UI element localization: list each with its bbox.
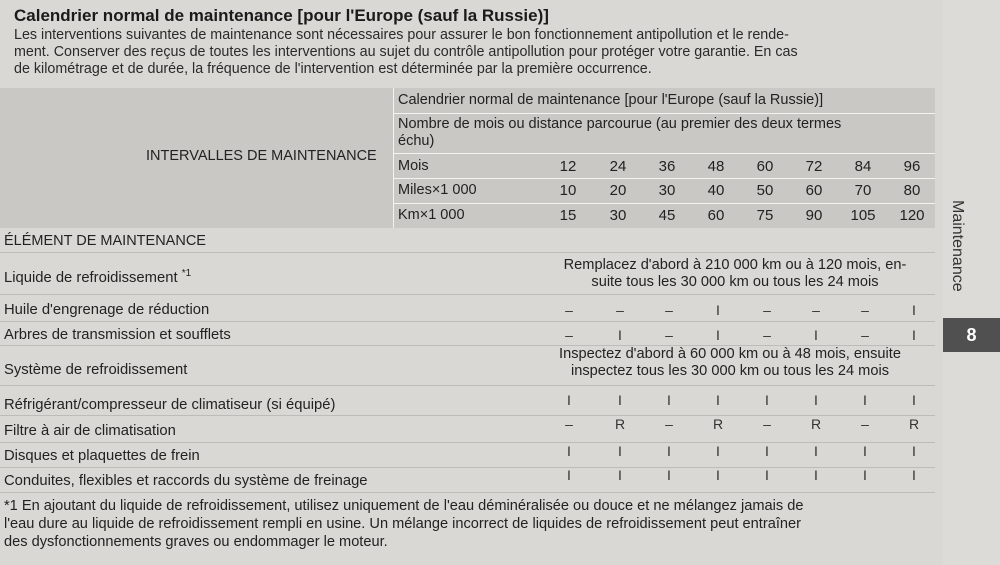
km-value: 90 bbox=[805, 207, 823, 224]
interval-mark: I bbox=[912, 302, 916, 318]
interval-mark: I bbox=[814, 443, 818, 459]
interval-mark: I bbox=[912, 327, 916, 343]
interval-mark: I bbox=[567, 392, 571, 408]
km-label: Km×1 000 bbox=[398, 207, 465, 223]
miles-value: 40 bbox=[707, 182, 725, 199]
interval-mark: – bbox=[565, 302, 573, 318]
miles-label: Miles×1 000 bbox=[398, 182, 477, 198]
interval-mark: – bbox=[665, 302, 673, 318]
chapter-number: 8 bbox=[943, 318, 1000, 352]
interval-mark: I bbox=[618, 467, 622, 483]
interval-mark: R bbox=[614, 416, 626, 432]
interval-mark: I bbox=[863, 467, 867, 483]
interval-mark: R bbox=[810, 416, 822, 432]
item-coolant: Liquide de refroidissement $^{*1}$ bbox=[4, 268, 192, 286]
item-drive-shafts: Arbres de transmission et soufflets bbox=[4, 327, 231, 343]
coolant-footnote: *1 En ajoutant du liquide de refroidissement, utilisez uniquement de l'eau déminéralisée ou douce et ne mélangez jamais de l'eau dure au liquide de refroidissement rempli en usine. Un mélange incorrect de liquides de refroidissement peut entraîner des dysfonctionnements graves ou endommager le moteur. bbox=[4, 498, 804, 550]
interval-mark: – bbox=[763, 302, 771, 318]
interval-mark: I bbox=[567, 467, 571, 483]
interval-desc: Nombre de mois ou distance parcourue (au premier des deux termes bbox=[398, 116, 842, 132]
interval-mark: I bbox=[814, 327, 818, 343]
interval-mark: – bbox=[861, 416, 869, 432]
interval-mark: I bbox=[716, 392, 720, 408]
page-title: Calendrier normal de maintenance [pour l'Europe (sauf la Russie)] bbox=[14, 6, 549, 25]
month-value: 84 bbox=[854, 158, 872, 175]
intro-paragraph: Les interventions suivantes de maintenance sont nécessaires pour assurer le bon fonctionnement antipollution et le rende- ment. Conserver des reçus de toutes les interventions au sujet du contrôle antipollution pour protéger votre garantie. En cas de kilométrage et de durée, la fréquence de l'intervention est déterminée par la première occurrence. bbox=[14, 27, 798, 77]
interval-mark: I bbox=[863, 392, 867, 408]
interval-mark: I bbox=[716, 302, 720, 318]
interval-mark: I bbox=[667, 443, 671, 459]
side-section-label: Maintenance bbox=[949, 200, 966, 292]
interval-mark: I bbox=[912, 467, 916, 483]
interval-mark: I bbox=[716, 327, 720, 343]
month-value: 36 bbox=[658, 158, 676, 175]
interval-mark: – bbox=[665, 416, 673, 432]
item-ac-refrigerant: Réfrigérant/compresseur de climatiseur (si équipé) bbox=[4, 397, 336, 413]
interval-mark: – bbox=[763, 327, 771, 343]
interval-mark: I bbox=[765, 443, 769, 459]
intervals-label: INTERVALLES DE MAINTENANCE bbox=[146, 148, 377, 164]
interval-mark: – bbox=[565, 416, 573, 432]
item-brake-lines: Conduites, flexibles et raccords du système de freinage bbox=[4, 473, 368, 489]
interval-mark: I bbox=[912, 443, 916, 459]
coolant-note: Remplacez d'abord à 210 000 km ou à 120 mois, en- suite tous les 30 000 km ou tous les 24 mois bbox=[563, 257, 907, 290]
interval-mark: R bbox=[908, 416, 920, 432]
item-reduction-gear-oil: Huile d'engrenage de réduction bbox=[4, 302, 210, 318]
interval-mark: – bbox=[616, 302, 624, 318]
interval-mark: I bbox=[912, 392, 916, 408]
item-ac-filter: Filtre à air de climatisation bbox=[4, 423, 176, 439]
miles-value: 80 bbox=[903, 182, 921, 199]
month-value: 48 bbox=[707, 158, 725, 175]
km-value: 15 bbox=[559, 207, 577, 224]
interval-mark: – bbox=[665, 327, 673, 343]
interval-mark: R bbox=[712, 416, 724, 432]
items-header: ÉLÉMENT DE MAINTENANCE bbox=[4, 233, 206, 249]
interval-mark: – bbox=[812, 302, 820, 318]
miles-value: 20 bbox=[609, 182, 627, 199]
month-value: 96 bbox=[903, 158, 921, 175]
interval-mark: I bbox=[618, 327, 622, 343]
miles-value: 30 bbox=[658, 182, 676, 199]
km-value: 30 bbox=[609, 207, 627, 224]
interval-mark: – bbox=[565, 327, 573, 343]
interval-mark: I bbox=[863, 443, 867, 459]
month-value: 60 bbox=[756, 158, 774, 175]
miles-value: 70 bbox=[854, 182, 872, 199]
km-value: 60 bbox=[707, 207, 725, 224]
km-value: 75 bbox=[756, 207, 774, 224]
interval-mark: I bbox=[716, 467, 720, 483]
cooling-system-note: Inspectez d'abord à 60 000 km ou à 48 mois, ensuite inspectez tous les 30 000 km ou tous les 24 mois bbox=[559, 346, 901, 379]
km-value: 45 bbox=[658, 207, 676, 224]
miles-value: 10 bbox=[559, 182, 577, 199]
item-brake-discs-pads: Disques et plaquettes de frein bbox=[4, 448, 200, 464]
intervals-header: Calendrier normal de maintenance [pour l'Europe (sauf la Russie)] Nombre de mois ou distance parcourue (au premier des deux termes échu) INTERVALLES DE MAINTENANCE Mois Miles×1 000 Km×1 000 12 24 36 48 60 72 84 96 10 20 30 40 50 60 70 80 15 30 45 60 75 90 105 120 bbox=[0, 88, 935, 228]
interval-mark: – bbox=[861, 302, 869, 318]
km-value: 120 bbox=[899, 207, 925, 224]
miles-value: 60 bbox=[805, 182, 823, 199]
interval-mark: I bbox=[618, 392, 622, 408]
months-label: Mois bbox=[398, 158, 429, 174]
km-value: 105 bbox=[850, 207, 876, 224]
month-value: 12 bbox=[559, 158, 577, 175]
interval-mark: I bbox=[765, 467, 769, 483]
interval-mark: I bbox=[567, 443, 571, 459]
interval-mark: I bbox=[618, 443, 622, 459]
interval-mark: I bbox=[716, 443, 720, 459]
interval-mark: – bbox=[861, 327, 869, 343]
schedule-title: Calendrier normal de maintenance [pour l'Europe (sauf la Russie)] bbox=[398, 92, 824, 108]
month-value: 72 bbox=[805, 158, 823, 175]
interval-mark: I bbox=[814, 392, 818, 408]
interval-mark: I bbox=[667, 467, 671, 483]
interval-mark: I bbox=[765, 392, 769, 408]
interval-mark: I bbox=[814, 467, 818, 483]
month-value: 24 bbox=[609, 158, 627, 175]
interval-mark: – bbox=[763, 416, 771, 432]
item-cooling-system: Système de refroidissement bbox=[4, 362, 188, 378]
miles-value: 50 bbox=[756, 182, 774, 199]
interval-mark: I bbox=[667, 392, 671, 408]
